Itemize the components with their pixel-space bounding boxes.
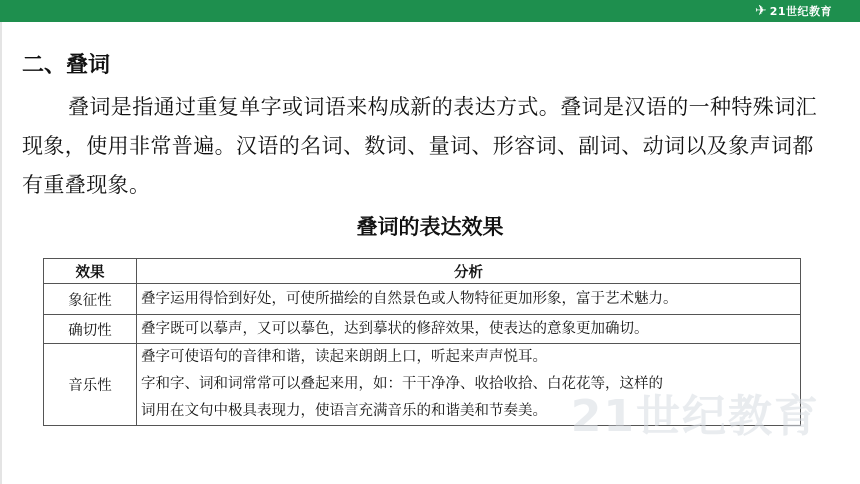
effect-cell: 音乐性 bbox=[44, 344, 137, 426]
effect-cell: 象征性 bbox=[44, 284, 137, 315]
brand-logo bbox=[755, 2, 832, 20]
runner-icon: ✈ bbox=[754, 3, 767, 19]
table-header-row bbox=[44, 259, 801, 284]
analysis-line: 字和字、词和词常常可以叠起来用，如：干干净净、收拾收拾、白花花等，这样的 bbox=[141, 376, 663, 392]
table-row bbox=[44, 315, 801, 344]
table-row bbox=[44, 344, 801, 426]
left-border bbox=[0, 22, 2, 484]
analysis-cell bbox=[137, 284, 801, 315]
watermark-logo: 21世纪教育 bbox=[570, 391, 820, 442]
intro-paragraph: 叠词是指通过重复单字或词语来构成新的表达方式。叠词是汉语的一种特殊词汇现象，使用非常普遍。汉语的名词、数词、量词、形容词、副词、动词以及象声词都有重叠现象。 bbox=[22, 95, 817, 197]
table-title: 叠词的表达效果 bbox=[356, 215, 504, 239]
analysis-cell bbox=[137, 344, 801, 426]
brand-text: 21世纪教育 bbox=[769, 5, 832, 18]
table-row bbox=[44, 284, 801, 315]
header-analysis: 分析 bbox=[137, 259, 801, 284]
analysis-line: 词用在文句中极具表现力，使语言充满音乐的和谐美和节奏美。 bbox=[141, 403, 547, 419]
effect-cell: 确切性 bbox=[44, 315, 137, 344]
header-effect: 效果 bbox=[44, 259, 137, 284]
analysis-line: 叠字可使语句的音律和谐，读起来朗朗上口，听起来声声悦耳。 bbox=[141, 349, 547, 365]
analysis-cell bbox=[137, 315, 801, 344]
effects-table bbox=[43, 258, 801, 426]
section-title: 二、叠词 bbox=[22, 53, 111, 78]
analysis-line: 叠字运用得恰到好处，可使所描绘的自然景色或人物特征更加形象，富于艺术魅力。 bbox=[141, 290, 678, 307]
top-banner bbox=[0, 0, 860, 22]
analysis-line: 叠字既可以摹声，又可以摹色，达到摹状的修辞效果，使表达的意象更加确切。 bbox=[141, 320, 649, 337]
